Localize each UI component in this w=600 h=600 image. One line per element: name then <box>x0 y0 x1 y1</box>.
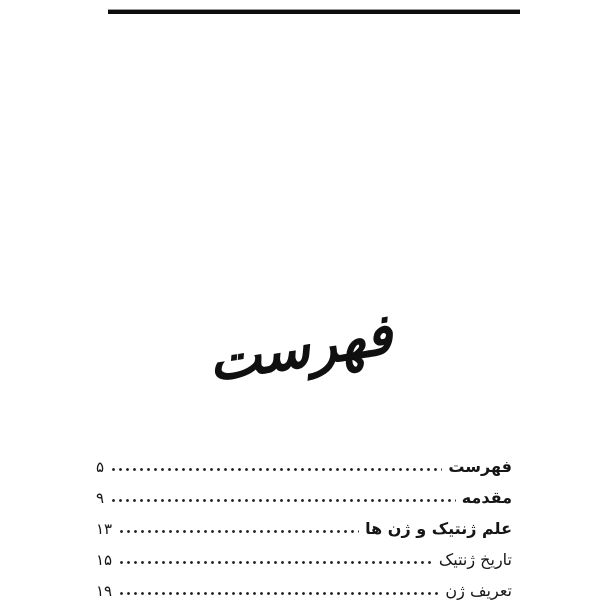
toc-entry <box>96 513 512 544</box>
toc-entry <box>96 482 512 513</box>
dot-leader <box>118 591 439 596</box>
dot-leader <box>110 467 442 472</box>
toc-entry-page: ۱۵ <box>96 551 113 569</box>
toc-entry <box>96 451 512 482</box>
toc-entry-page: ۱۹ <box>96 582 113 600</box>
toc-entry <box>96 575 512 600</box>
toc-entry-label: تعریف ژن <box>445 581 512 600</box>
toc-entry-label: مقدمه <box>461 488 512 507</box>
header-rule <box>108 9 520 14</box>
toc-entry <box>96 544 512 575</box>
dot-leader <box>118 560 433 565</box>
dot-leader <box>118 529 359 534</box>
dot-leader <box>110 498 456 503</box>
toc-entry-label: تاریخ ژنتیک <box>438 550 512 569</box>
toc-entry-label: فهرست <box>448 457 512 476</box>
toc-list <box>96 451 512 600</box>
toc-entry-page: ۱۳ <box>96 520 113 538</box>
chapter-title-calligraphy: فهرست <box>203 301 397 396</box>
toc-entry-page: ۵ <box>96 458 105 476</box>
toc-entry-page: ۹ <box>96 489 105 507</box>
toc-entry-label: علم ژنتیک و ژن ها <box>365 519 512 538</box>
